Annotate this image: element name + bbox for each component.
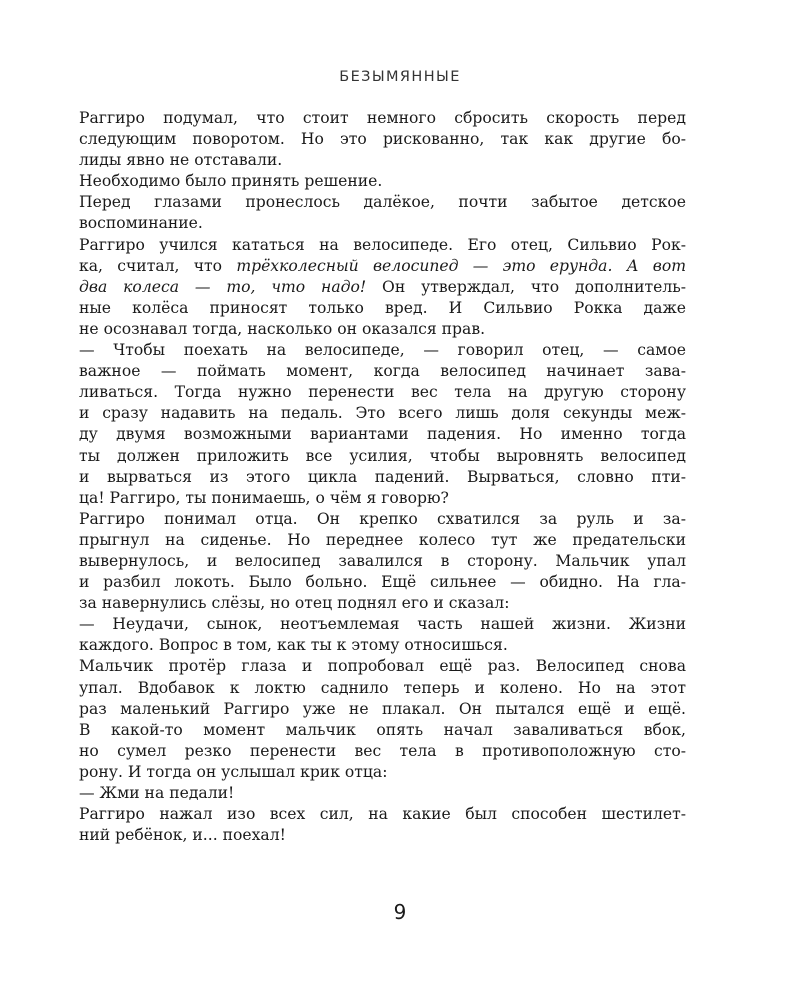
text-line: ний ребёнок, и... поехал!	[79, 826, 286, 845]
text-line: Раггиро понимал отца. Он крепко схватился за руль и за-	[79, 509, 686, 528]
italic-segment: два колеса — то, что надо!	[79, 277, 367, 296]
italic-segment: трёхколесный велосипед — это ерунда. А вот	[236, 256, 687, 275]
text-segment: Он утверждал, что дополнитель-	[366, 277, 687, 296]
text-line: но сумел резко перенести вес тела в противоположную сто-	[79, 741, 686, 760]
text-line: ливаться. Тогда нужно перенести вес тела на другую сторону	[79, 383, 686, 402]
text-line: и вырваться из этого цикла падений. Вырваться, словно пти-	[79, 467, 686, 486]
text-line: не осознавал тогда, насколько он оказался прав.	[79, 319, 486, 338]
body-text	[79, 108, 686, 846]
text-line: ца! Раггиро, ты понимаешь, о чём я говорю?	[79, 488, 449, 507]
text-line: за навернулись слёзы, но отец поднял его и сказал:	[79, 594, 510, 613]
text-line: и сразу надавить на педаль. Это всего лишь доля секунды меж-	[79, 404, 686, 423]
text-line: важное — поймать момент, когда велосипед начинает зава-	[79, 362, 686, 381]
running-head: БЕЗЫМЯННЫЕ	[339, 69, 461, 85]
text-line: — Неудачи, сынок, неотъемлемая часть нашей жизни. Жизни	[79, 615, 686, 634]
text-line: ду двумя возможными вариантами падения. Но именно тогда	[79, 425, 686, 444]
text-line: каждого. Вопрос в том, как ты к этому относишься.	[79, 636, 508, 655]
text-line: упал. Вдобавок к локтю саднило теперь и колено. Но на этот	[79, 678, 686, 697]
text-line: рону. И тогда он услышал крик отца:	[79, 762, 388, 781]
text-line: вывернулось, и велосипед завалился в сторону. Мальчик упал	[79, 551, 686, 570]
text-line: следующим поворотом. Но это рискованно, так как другие бо-	[79, 130, 686, 149]
text-line-with-italic	[79, 277, 686, 298]
text-line: и разбил локоть. Было больно. Ещё сильнее — обидно. На гла-	[79, 573, 686, 592]
text-line: Мальчик протёр глаза и попробовал ещё раз. Велосипед снова	[79, 657, 686, 676]
text-line: лиды явно не отставали.	[79, 151, 283, 170]
text-line: раз маленький Раггиро уже не плакал. Он пытался ещё и ещё.	[79, 699, 686, 718]
text-line: воспоминание.	[79, 214, 203, 233]
text-line: — Жми на педали!	[79, 784, 235, 802]
page-number: 9	[393, 900, 407, 924]
text-line-with-italic	[79, 256, 686, 277]
text-line: Необходимо было принять решение.	[79, 172, 383, 191]
text-line: ные колёса приносят только вред. И Сильвио Рокка даже	[79, 298, 686, 317]
text-line: Раггиро учился кататься на велосипеде. Его отец, Сильвио Рок-	[79, 235, 686, 254]
text-line: — Чтобы поехать на велосипеде, — говорил отец, — самое	[79, 341, 686, 360]
text-line: прыгнул на сиденье. Но переднее колесо тут же предательски	[79, 530, 686, 549]
text-line: Перед глазами пронеслось далёкое, почти забытое детское	[79, 193, 686, 212]
text-line: ты должен приложить все усилия, чтобы выровнять велосипед	[79, 446, 686, 465]
text-segment: ка, считал, что	[79, 256, 237, 275]
text-line: В какой-то момент мальчик опять начал заваливаться вбок,	[79, 720, 686, 739]
text-line: Раггиро нажал изо всех сил, на какие был способен шестилет-	[79, 805, 686, 824]
text-line: Раггиро подумал, что стоит немного сбросить скорость перед	[79, 109, 686, 127]
